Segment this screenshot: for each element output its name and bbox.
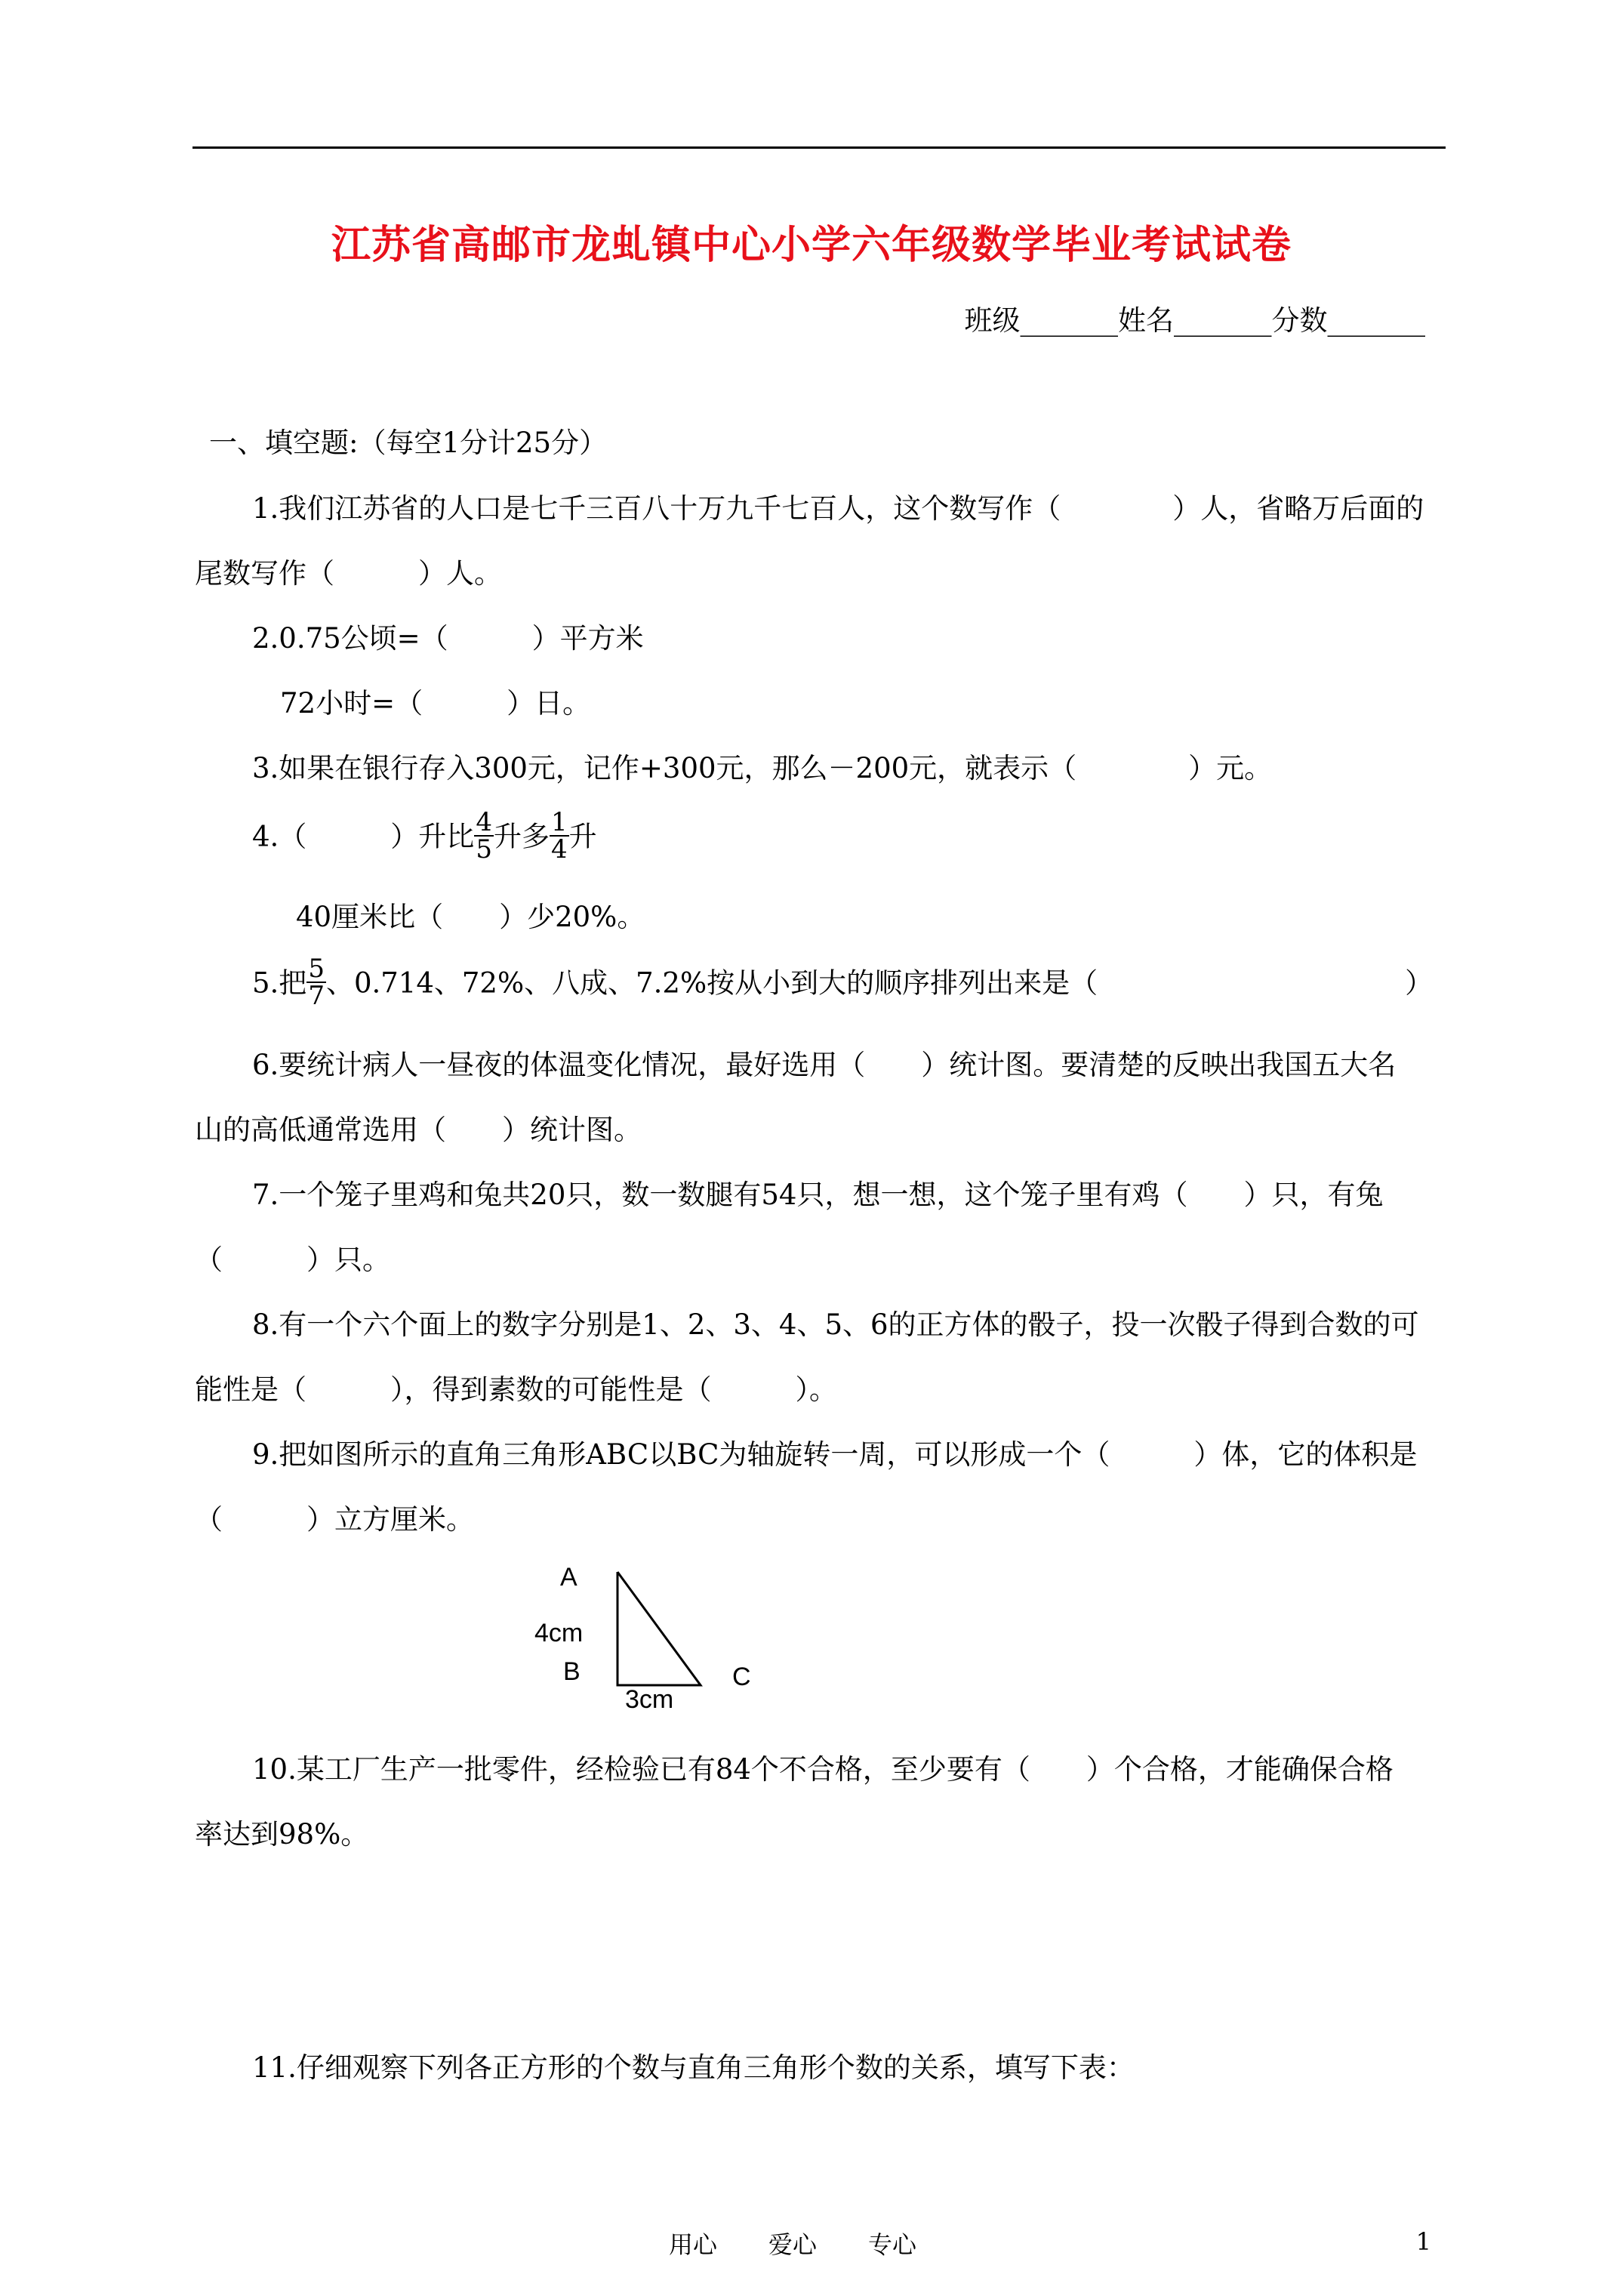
q4-frac1-num: 4 xyxy=(476,807,492,837)
height-label: 4cm xyxy=(534,1619,584,1647)
q5-frac-den: 7 xyxy=(308,981,325,1011)
vertex-c-label: C xyxy=(732,1663,751,1691)
student-info-line xyxy=(965,297,1426,338)
q10-line2: 率达到98%。 xyxy=(195,1818,369,1851)
q5-fraction xyxy=(306,956,326,1009)
exam-title: 江苏省高邮市龙虬镇中心小学六年级数学毕业考试试卷 xyxy=(331,222,1292,268)
q4-frac2-den: 4 xyxy=(550,834,568,864)
q6-line1: 6.要统计病人一昼夜的体温变化情况，最好选用（ ）统计图。要清楚的反映出我国五大名 xyxy=(252,1049,1397,1081)
triangle-diagram xyxy=(528,1555,770,1714)
section-heading: 一、填空题:（每空1分计25分） xyxy=(209,427,608,459)
q10-line1: 10.某工厂生产一批零件，经检验已有84个不合格，至少要有（ ）个合格，才能确保合格 xyxy=(252,1753,1394,1786)
q4-suffix: 升 xyxy=(568,820,597,853)
page-number: 1 xyxy=(1415,2227,1431,2256)
score-field: 分数_______ xyxy=(1271,304,1425,337)
q5-suffix: 、0.714、72%、八成、7.2%按从小到大的顺序排列出来是（ ） xyxy=(325,966,1434,1000)
class-field: 班级_______ xyxy=(964,304,1118,337)
base-label: 3cm xyxy=(625,1685,674,1714)
q4-frac1-den: 5 xyxy=(476,834,492,864)
q4-line1 xyxy=(252,807,597,865)
footer-word-1: 用心 xyxy=(669,2230,718,2259)
q2-line1: 2.0.75公顷=（ ）平方米 xyxy=(252,622,644,655)
footer-word-3: 专心 xyxy=(868,2230,917,2259)
q11-line: 11.仔细观察下列各正方形的个数与直角三角形个数的关系，填写下表： xyxy=(252,2051,1135,2084)
q5-line xyxy=(252,954,1434,1012)
q5-prefix: 5.把 xyxy=(252,966,307,1000)
q4-frac2-num: 1 xyxy=(550,807,568,837)
q4-mid: 升多 xyxy=(493,820,550,853)
q3-line: 3.如果在银行存入300元，记作+300元，那么－200元，就表示（ ）元。 xyxy=(252,752,1273,784)
q8-line1: 8.有一个六个面上的数字分别是1、2、3、4、5、6的正方体的骰子，投一次骰子得到合数的可 xyxy=(252,1308,1419,1341)
q7-line1: 7.一个笼子里鸡和兔共20只，数一数腿有54只，想一想，这个笼子里有鸡（ ）只，有兔 xyxy=(252,1179,1384,1211)
footer-word-2: 爱心 xyxy=(768,2230,818,2259)
q2-line2: 72小时=（ ）日。 xyxy=(280,687,591,720)
q1-line2: 尾数写作（ ）人。 xyxy=(195,557,502,590)
q1-line1: 1.我们江苏省的人口是七千三百八十万九千七百人，这个数写作（ ）人，省略万后面的 xyxy=(252,492,1424,525)
q7-line2: （ ）只。 xyxy=(195,1244,390,1276)
vertex-a-label: A xyxy=(560,1563,577,1592)
q8-line2: 能性是（ ），得到素数的可能性是（ ）。 xyxy=(195,1373,837,1406)
vertex-b-label: B xyxy=(563,1657,581,1686)
q5-frac-num: 5 xyxy=(308,954,325,984)
q4-fraction-1 xyxy=(474,809,494,862)
q6-line2: 山的高低通常选用（ ）统计图。 xyxy=(195,1114,642,1146)
q4-fraction-2 xyxy=(550,809,569,862)
triangle-abc xyxy=(617,1572,701,1685)
q9-line2: （ ）立方厘米。 xyxy=(195,1503,474,1536)
header-rule xyxy=(192,146,1446,149)
q4-line2: 40厘米比（ ）少20%。 xyxy=(296,901,645,933)
q4-prefix: 4.（ ）升比 xyxy=(252,820,475,853)
name-field: 姓名_______ xyxy=(1118,304,1272,337)
q9-line1: 9.把如图所示的直角三角形ABC以BC为轴旋转一周，可以形成一个（ ）体，它的体积是 xyxy=(252,1438,1418,1471)
